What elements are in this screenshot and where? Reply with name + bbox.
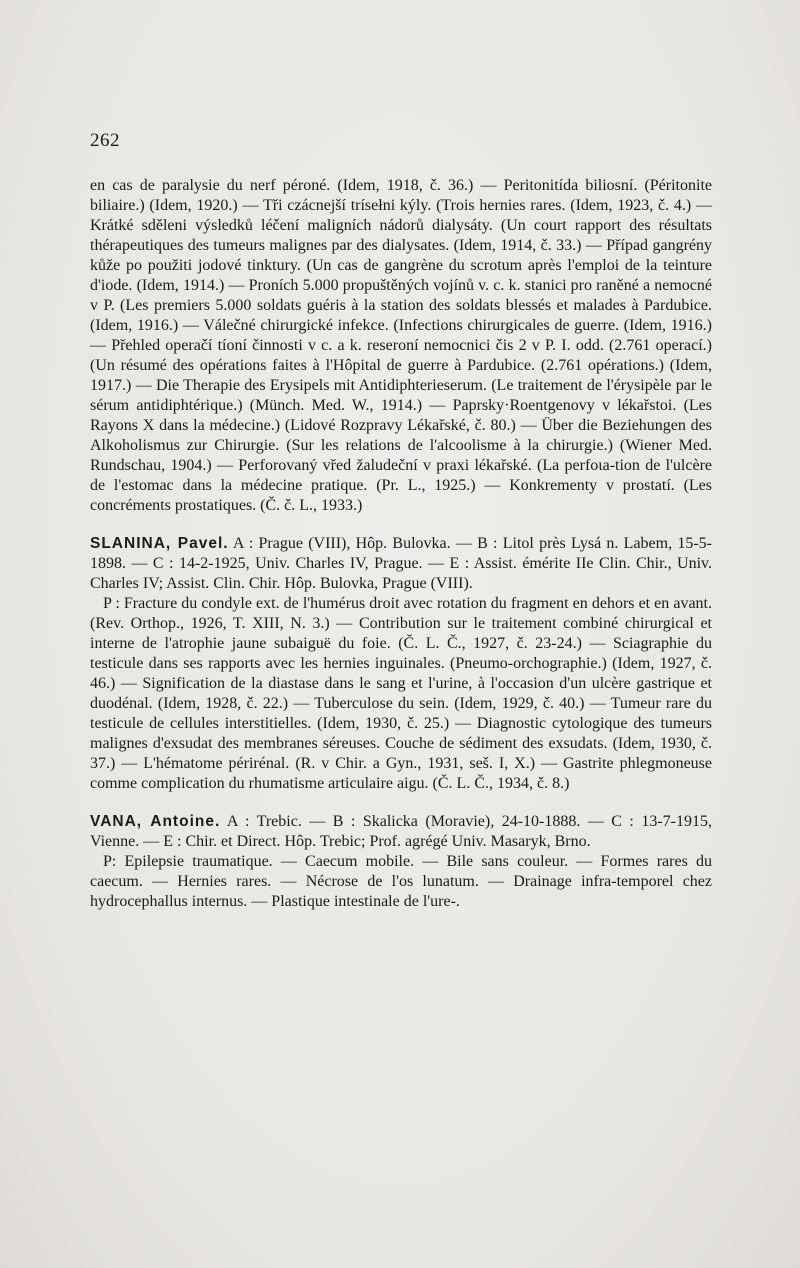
entry-bio-text: A : Trebic. — B : Skalicka (Moravie), 24-10-1888. — C : 13-7-1915, Vienne. — E : Chir. et Direct. Hôp. Trebic; Prof. agrégé Univ. Masaryk, Brno.: [90, 813, 713, 850]
continuation-paragraph: en cas de paralysie du nerf péroné. (Idem, 1918, č. 36.) — Peritonitída biliosní. (Péritonite biliaire.) (Idem, 1920.) — Tři czácnejší trísełni kýly. (Trois hernies rares. (Idem, 1923, č. 4.) — Krátké sděleni výsledků léčení maligních nádorů dialysáty. (Un court rapport des résultats thérapeutiques des tumeurs malignes par des dialysates. (Idem, 1914, č. 33.) — Případ gangrény kůže po použiti jodové tinktury. (Un cas de gangrène du scrotum après l'emploi de la teinture d'iode. (Idem, 1914.) — Proních 5.000 propuštěných vojínů v. c. k. stanici pro raněné a nemocné v P. (Les premiers 5.000 soldats guéris à la station des soldats blessés et malades à Pardubice. (Idem, 1916.) — Válečné chirurgické infekce. (Infections chirurgicales de guerre. (Idem, 1916.) — Přehled operačí tíoní činnosti v c. a k. reseroní nemocnici čis 2 v P. I. odd. (2.761 operací.) (Un résumé des opérations faites à l'Hôpital de guerre à Pardubice. (2.761 opérations.) (Idem, 1917.) — Die Therapie des Erysipels mit Antidiphterieserum. (Le traitement de l'érysipèle par le sérum antidiphtérique.) (Münch. Med. W., 1914.) — Paprsky·Roentgenovy v lékařstoi. (Les Rayons X dans la médecine.) (Lidové Rozpravy Lékařské, č. 80.) — Über die Beziehungen des Alkoholismus zur Chirurgie. (Sur les relations de l'alcoolisme à la chirurgie.) (Wiener Med. Rundschau, 1904.) — Perforovaný vřed žaludeční v praxi lékařské. (La perfoιa-tion de l'ulcère de l'estomac dans la médecine pratique. (Pr. L., 1925.) — Konkrementy v prostatí. (Les concréments prostatiques. (Č. č. L., 1933.): [90, 177, 712, 514]
entry-name: VANA, Antoine.: [90, 813, 221, 830]
entry-publications: P: Epilepsie traumatique. — Caecum mobile. — Bile sans couleur. — Formes rares du caecum. — Hernies rares. — Nécrose de l'os lunatum. — Drainage infra-temporel chez hydrocephallus internus. — Plastique intestinale de l'ure-.: [90, 853, 712, 910]
entry-publications: P : Fracture du condyle ext. de l'humérus droit avec rotation du fragment en dehors et en avant. (Rev. Orthop., 1926, T. XIII, N. 3.) — Contribution sur le traitement combiné chirurgical et interne de l'atrophie jaune subaiguë du foie. (Č. L. Č., 1927, č. 23-24.) — Sciagraphie du testicule dans ses rapports avec les hernies inguinales. (Pneumo-orchographie.) (Idem, 1927, č. 46.) — Signification de la diastase dans le sang et l'urine, à l'occasion d'un ulcère gastrique et duodénal. (Idem, 1928, č. 22.) — Tuberculose du sein. (Idem, 1929, č. 40.) — Tumeur rare du testicule de cellules interstitielles. (Idem, 1930, č. 25.) — Diagnostic cytologique des tumeurs malignes d'exsudat des membranes séreuses. Couche de sédiment des exsudats. (Idem, 1930, č. 37.) — L'hématome périrénal. (R. v Chir. a Gyn., 1931, seš. I, X.) — Gastrite phlegmoneuse comme complication du rhumatisme articulaire aigu. (Č. L. Č., 1934, č. 8.): [90, 595, 712, 792]
entry-bio: [90, 534, 712, 594]
entry-vana: [90, 812, 712, 912]
entry-name: SLANINA, Pavel.: [90, 535, 229, 552]
entry-bio-text: A : Prague (VIII), Hôp. Bulovka. — B : Litol près Lysá n. Labem, 15-5-1898. — C : 14-2-1925, Univ. Charles IV, Prague. — E : Assist. émérite IIe Clin. Chir., Univ. Charles IV; Assist. Clin. Chir. Hôp. Bulovka, Prague (VIII).: [90, 535, 712, 592]
page-body: [90, 176, 712, 912]
entry-slanina: [90, 534, 712, 794]
entry-bio: [90, 812, 712, 852]
page-number: 262: [90, 130, 120, 151]
